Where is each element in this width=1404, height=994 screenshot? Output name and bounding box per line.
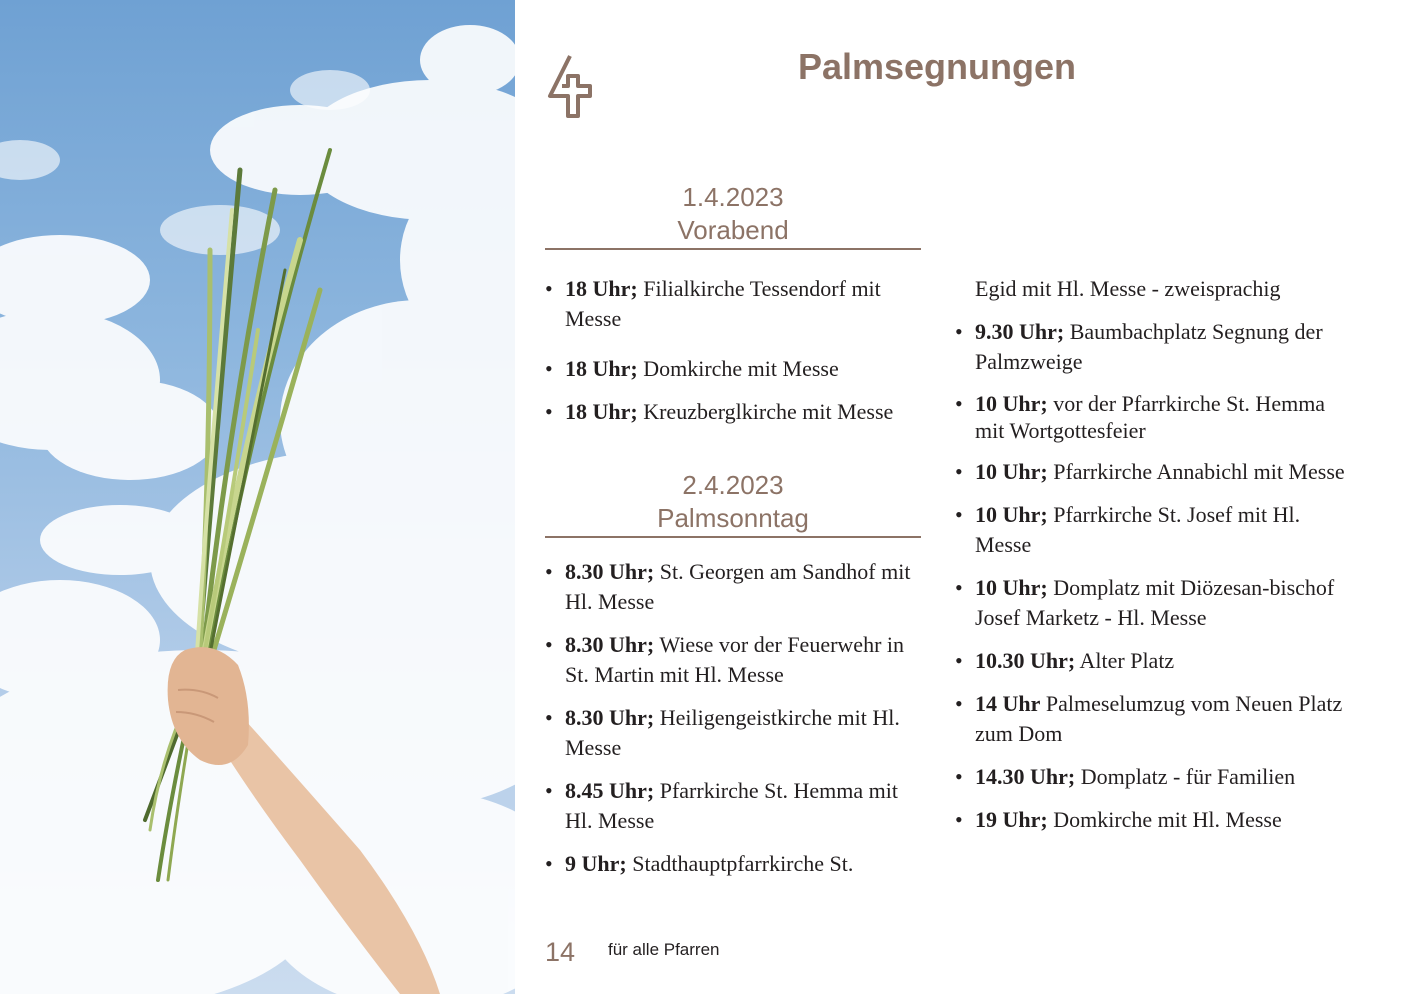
section-heading-vorabend xyxy=(545,181,921,250)
event-time: 18 Uhr; xyxy=(565,356,638,381)
event-text: Domkirche mit Hl. Messe xyxy=(1047,807,1282,832)
list-item xyxy=(955,457,1350,487)
list-item xyxy=(545,557,925,617)
list-item xyxy=(545,776,925,836)
event-text: Pfarrkirche Annabichl mit Messe xyxy=(1047,459,1345,484)
event-text: Stadthauptpfarrkirche St. xyxy=(626,851,854,876)
event-text: Pfarrkirche St. Josef mit Hl. Messe xyxy=(975,502,1301,557)
list-item xyxy=(955,573,1350,633)
list-item xyxy=(545,354,925,384)
event-time: 8.45 Uhr; xyxy=(565,778,655,803)
event-text: St. Georgen am Sandhof mit Hl. Messe xyxy=(565,559,911,614)
event-text: Filialkirche Tessendorf mit Messe xyxy=(565,276,881,331)
event-time: 9 Uhr; xyxy=(565,851,627,876)
event-text: Wiese vor der Feuerwehr in St. Martin mit Hl. Messe xyxy=(565,632,905,687)
page-number: 14 xyxy=(545,937,576,967)
event-time: 10 Uhr; xyxy=(975,391,1048,416)
list-item xyxy=(955,500,1350,560)
event-text: Domplatz mit Diözesan-bischof Josef Marketz - Hl. Messe xyxy=(975,575,1335,630)
page-title: Palmsegnungen xyxy=(797,46,1077,87)
footer-note: für alle Pfarren xyxy=(608,940,720,959)
list-item xyxy=(545,703,925,763)
palmsonntag-event-list-left xyxy=(545,557,925,879)
list-item xyxy=(545,397,925,427)
event-time: 14.30 Uhr; xyxy=(975,764,1076,789)
event-time: 10 Uhr; xyxy=(975,502,1048,527)
section-date: 1.4.2023 xyxy=(682,182,784,212)
section-heading-palmsonntag xyxy=(545,469,921,538)
event-time: 19 Uhr; xyxy=(975,807,1048,832)
event-text: Domkirche mit Messe xyxy=(637,356,839,381)
list-item xyxy=(955,762,1350,792)
event-time: 9.30 Uhr; xyxy=(975,319,1065,344)
event-text: Pfarrkirche St. Hemma mit Hl. Messe xyxy=(565,778,898,833)
event-text: vor der Pfarrkirche St. Hemma mit Wortgottesfeier xyxy=(975,391,1326,443)
section-date: 2.4.2023 xyxy=(682,470,784,500)
section-label: Vorabend xyxy=(677,215,789,245)
section-label: Palmsonntag xyxy=(657,503,809,533)
event-time: 10.30 Uhr; xyxy=(975,648,1076,673)
event-text: Alter Platz xyxy=(1075,648,1175,673)
list-item xyxy=(955,805,1350,835)
palmsonntag-event-list-right xyxy=(955,274,1350,835)
list-item xyxy=(955,689,1350,749)
list-item xyxy=(545,274,925,334)
vorabend-event-list xyxy=(545,274,925,427)
event-text: Baumbachplatz Segnung der Palmzweige xyxy=(975,319,1323,374)
list-item xyxy=(955,317,1350,377)
event-text: Palmeselumzug vom Neuen Platz zum Dom xyxy=(975,691,1343,746)
event-time: 8.30 Uhr; xyxy=(565,559,655,584)
list-item xyxy=(545,849,925,879)
event-time: 18 Uhr; xyxy=(565,276,638,301)
event-time: 8.30 Uhr; xyxy=(565,705,655,730)
list-item xyxy=(545,630,925,690)
event-time: 10 Uhr; xyxy=(975,575,1048,600)
event-time: 10 Uhr; xyxy=(975,459,1048,484)
event-text: Kreuzberglkirche mit Messe xyxy=(637,399,894,424)
event-time: 14 Uhr xyxy=(975,691,1041,716)
palm-branches-photo xyxy=(0,0,515,994)
event-text: Heiligengeistkirche mit Hl. Messe xyxy=(565,705,900,760)
list-item-continuation: Egid mit Hl. Messe - zweisprachig xyxy=(975,276,1281,301)
event-time: 8.30 Uhr; xyxy=(565,632,655,657)
event-text: Domplatz - für Familien xyxy=(1075,764,1296,789)
event-time: 18 Uhr; xyxy=(565,399,638,424)
photo-illustration xyxy=(0,0,515,994)
cross-logo-icon xyxy=(542,52,598,124)
list-item xyxy=(955,646,1350,676)
list-item xyxy=(955,390,1350,444)
